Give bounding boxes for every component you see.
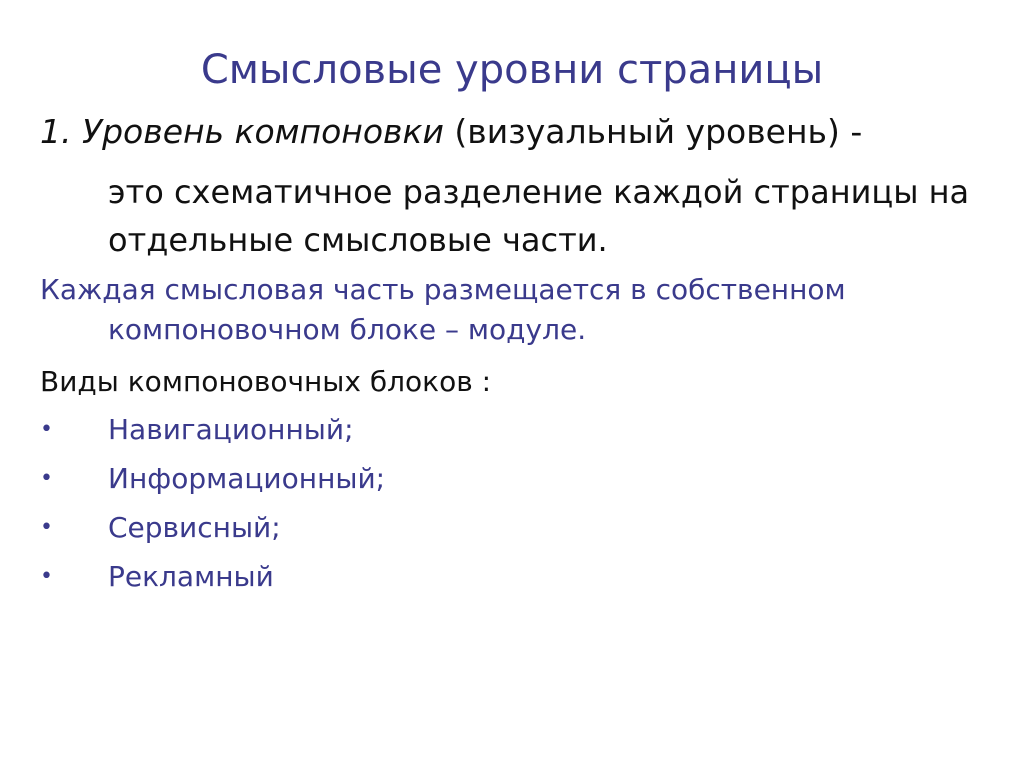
bullet-icon: •	[40, 515, 53, 540]
list-item	[40, 557, 940, 606]
level-qualifier: (визуальный уровень) -	[443, 112, 863, 151]
bullet-icon: •	[40, 564, 53, 589]
bullet-icon: •	[40, 466, 53, 491]
bullet-icon: •	[40, 417, 53, 442]
list-item-label: Рекламный	[108, 560, 274, 593]
module-note-line-1: Каждая смысловая часть размещается в собственном	[40, 273, 846, 306]
block-types-label: Виды компоновочных блоков :	[40, 365, 492, 398]
level-definition: это схематичное разделение каждой страницы на отдельные смысловые части.	[108, 173, 970, 259]
list-item-label: Сервисный;	[108, 511, 281, 544]
block-types-list	[40, 410, 940, 606]
list-item-label: Навигационный;	[108, 413, 354, 446]
list-item	[40, 410, 940, 459]
level-heading	[40, 108, 980, 156]
list-item-label: Информационный;	[108, 462, 386, 495]
list-item	[40, 459, 940, 508]
level-term: Уровень компоновки	[82, 112, 444, 151]
slide-title: Смысловые уровни страницы	[200, 47, 824, 93]
module-note	[40, 270, 980, 350]
list-item	[40, 508, 940, 557]
level-number: 1.	[40, 112, 72, 151]
module-note-line-2: компоновочном блоке – модуле.	[108, 313, 587, 346]
